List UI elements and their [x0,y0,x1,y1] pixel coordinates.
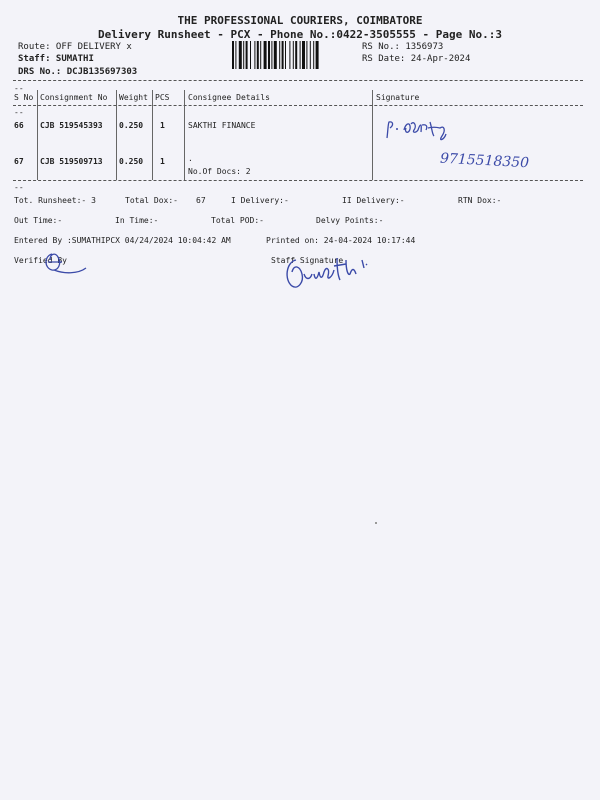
delvy-points: Delvy Points:- [316,216,384,225]
cell-weight: 0.250 [119,121,144,130]
column-header: Weight [119,93,148,102]
cell-consignee: SAKTHI FINANCE [188,121,256,130]
column-divider [152,90,153,180]
column-header: PCS [155,93,170,102]
column-divider [184,90,185,180]
column-divider [37,90,38,180]
total-dox-label: Total Dox:- [125,196,178,205]
barcode-image [232,41,354,69]
rs-number: RS No.: 1356973 [362,42,444,52]
entered-by: Entered By :SUMATHIPCX 04/24/2024 10:04:42 AM [14,236,231,245]
cell-consignment: CJB 519545393 [40,121,103,130]
rtn-dox: RTN Dox:- [458,196,502,205]
column-header: S No [14,93,34,102]
handwritten-phone: 9715518350 [439,150,530,172]
divider [13,180,583,181]
in-time: In Time:- [115,216,159,225]
company-title: THE PROFESSIONAL COURIERS, COIMBATORE [177,14,423,27]
i-delivery: I Delivery:- [231,196,289,205]
rs-date: RS Date: 24-Apr-2024 [362,54,471,64]
cell-weight: 0.250 [119,157,144,166]
divider [13,80,583,81]
table-marker: -- [14,84,24,93]
handwritten-signature-image [382,116,472,146]
table-marker: -- [14,108,24,117]
out-time: Out Time:- [14,216,63,225]
cell-sno: 67 [14,157,24,166]
printed-on: Printed on: 24-04-2024 10:17:44 [266,236,416,245]
column-header: Consignment No [40,93,108,102]
cell-sno: 66 [14,121,24,130]
table-marker: -- [14,183,24,192]
drs-number: DRS No.: DCJB135697303 [18,67,138,77]
column-header: Consignee Details [188,93,270,102]
column-header: Signature [376,93,420,102]
column-divider [116,90,117,180]
staff-label: Staff: SUMATHI [18,54,94,64]
verified-by-label: Verified By [14,256,67,265]
runsheet-subtitle: Delivery Runsheet - PCX - Phone No.:0422-3505555 - Page No.:3 [98,28,502,41]
total-pod: Total POD:- [211,216,264,225]
speck [375,522,377,524]
cell-doc-count: No.Of Docs: 2 [188,167,251,176]
route-label: Route: OFF DELIVERY x [18,42,132,52]
cell-pcs: 1 [160,157,165,166]
staff-signature-label: Staff Signature [271,256,344,265]
tot-runsheet: Tot. Runsheet:- 3 [14,196,96,205]
total-dox-value: 67 [196,196,206,205]
cell-pcs: 1 [160,121,165,130]
verifier-mark-image [34,248,90,278]
staff-signature-image [282,252,382,292]
cell-consignee: . [188,154,193,163]
ii-delivery: II Delivery:- [342,196,405,205]
column-divider [372,90,373,180]
cell-consignment: CJB 519509713 [40,157,103,166]
divider [13,105,583,106]
